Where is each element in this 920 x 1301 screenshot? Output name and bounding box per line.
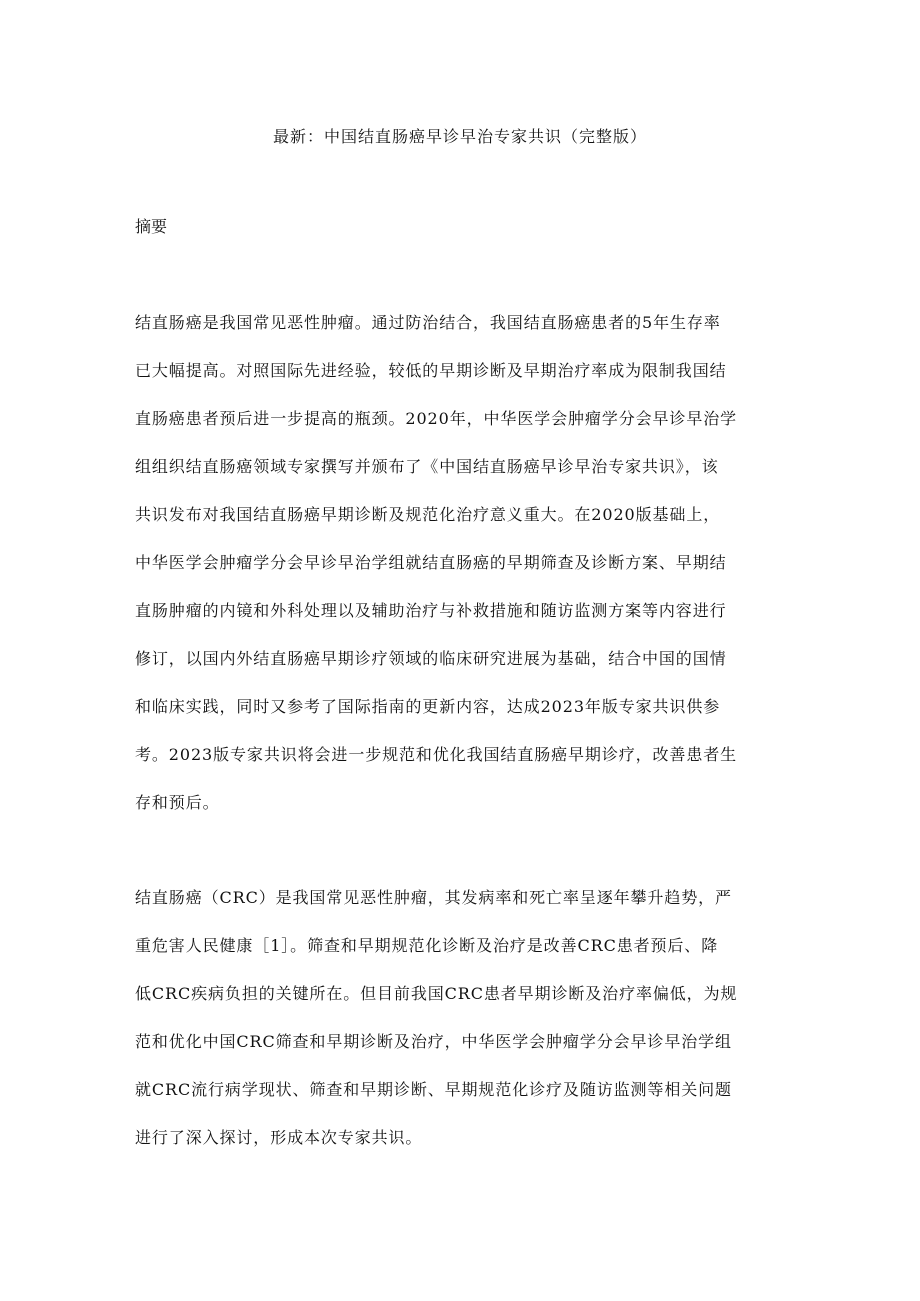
text-line: 考。2023版专家共识将会进一步规范和优化我国结直肠癌早期诊疗，改善患者生 bbox=[135, 745, 738, 764]
text-line: 低CRC疾病负担的关键所在。但目前我国CRC患者早期诊断及治疗率偏低，为规 bbox=[135, 984, 738, 1003]
text-line: 就CRC流行病学现状、筛查和早期诊断、早期规范化诊疗及随访监测等相关问题 bbox=[135, 1080, 732, 1099]
document-title: 最新：中国结直肠癌早诊早治专家共识（完整版） bbox=[272, 127, 647, 146]
text-line: 进行了深入探讨，形成本次专家共识。 bbox=[135, 1128, 423, 1147]
text-line: 已大幅提高。对照国际先进经验，较低的早期诊断及早期治疗率成为限制我国结 bbox=[135, 361, 727, 380]
text-line: 修订，以国内外结直肠癌早期诊疗领域的临床研究进展为基础，结合中国的国情 bbox=[135, 649, 727, 668]
abstract-heading: 摘要 bbox=[135, 217, 168, 236]
text-line: 中华医学会肿瘤学分会早诊早治学组就结直肠癌的早期筛查及诊断方案、早期结 bbox=[135, 553, 727, 572]
text-line: 组组织结直肠癌领域专家撰写并颁布了《中国结直肠癌早诊早治专家共识》，该 bbox=[135, 457, 719, 476]
abstract-paragraph bbox=[135, 299, 795, 827]
text-line: 结直肠癌（CRC）是我国常见恶性肿瘤，其发病率和死亡率呈逐年攀升趋势，严 bbox=[135, 888, 732, 907]
text-line: 存和预后。 bbox=[135, 793, 220, 812]
text-line: 和临床实践，同时又参考了国际指南的更新内容，达成2023年版专家共识供参 bbox=[135, 697, 721, 716]
text-line: 结直肠癌是我国常见恶性肿瘤。通过防治结合，我国结直肠癌患者的5年生存率 bbox=[135, 313, 721, 332]
intro-paragraph bbox=[135, 874, 795, 1162]
text-line: 直肠癌患者预后进一步提高的瓶颈。2020年，中华医学会肿瘤学分会早诊早治学 bbox=[135, 409, 738, 428]
text-line: 直肠肿瘤的内镜和外科处理以及辅助治疗与补救措施和随访监测方案等内容进行 bbox=[135, 601, 727, 620]
text-line: 重危害人民健康［1］。筛查和早期规范化诊断及治疗是改善CRC患者预后、降 bbox=[135, 936, 719, 955]
text-line: 共识发布对我国结直肠癌早期诊断及规范化治疗意义重大。在2020版基础上， bbox=[135, 505, 721, 524]
text-line: 范和优化中国CRC筛查和早期诊断及治疗，中华医学会肿瘤学分会早诊早治学组 bbox=[135, 1032, 732, 1051]
